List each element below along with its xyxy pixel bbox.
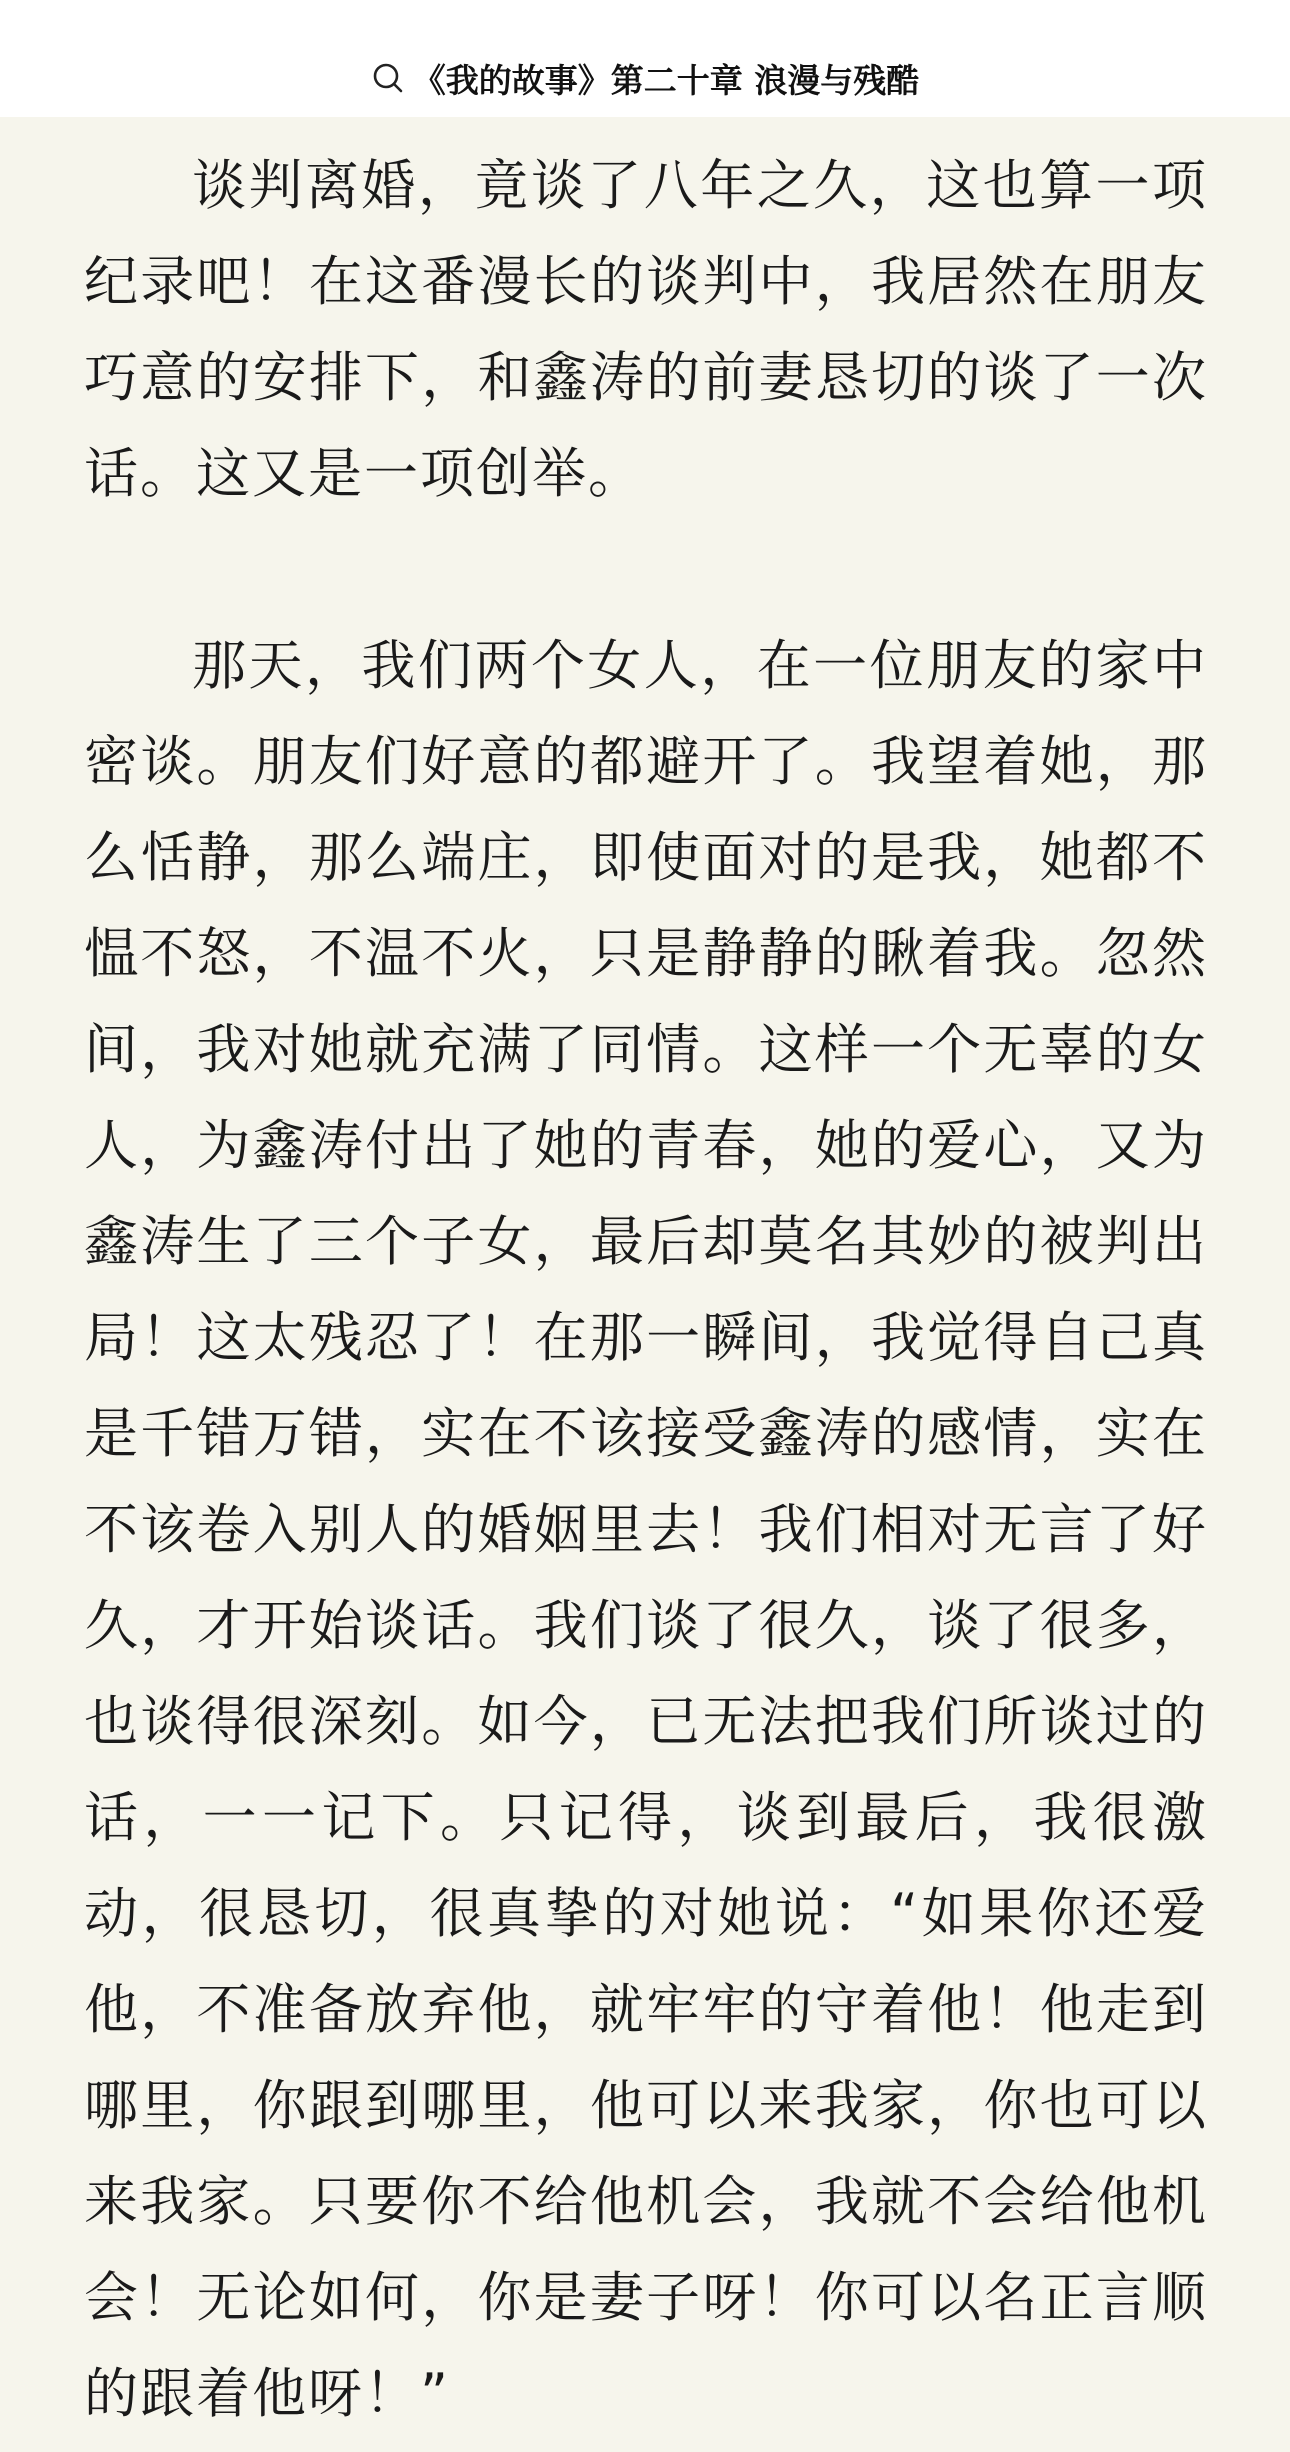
top-header-bar	[0, 0, 1290, 117]
paragraph-1: 谈判离婚，竟谈了八年之久，这也算一项纪录吧！在这番漫长的谈判中，我居然在朋友巧意的安排下，和鑫涛的前妻恳切的谈了一次话。这又是一项创举。	[84, 154, 1208, 505]
paragraph-2: 那天，我们两个女人，在一位朋友的家中密谈。朋友们好意的都避开了。我望着她，那么恬静，那么端庄，即使面对的是我，她都不愠不怒，不温不火，只是静静的瞅着我。忽然间，我对她就充满了同情。这样一个无辜的女人，为鑫涛付出了她的青春，她的爱心，又为鑫涛生了三个子女，最后却莫名其妙的被判出局！这太残忍了！在那一瞬间，我觉得自己真是千错万错，实在不该接受鑫涛的感情，实在不该卷入别人的婚姻里去！我们相对无言了好久，才开始谈话。我们谈了很久，谈了很多，也谈得很深刻。如今，已无法把我们所谈过的话，一一记下。只记得，谈到最后，我很激动，很恳切，很真挚的对她说：“如果你还爱他，不准备放弃他，就牢牢的守着他！他走到哪里，你跟到哪里，他可以来我家，你也可以来我家。只要你不给他机会，我就不会给他机会！无论如何，你是妻子呀！你可以名正言顺的跟着他呀！”	[84, 634, 1208, 2425]
page-title: 《我的故事》第二十章 浪漫与残酷	[412, 60, 920, 100]
header-search-title[interactable]	[371, 53, 920, 103]
article-body	[84, 138, 1208, 2442]
search-icon[interactable]	[371, 61, 405, 95]
